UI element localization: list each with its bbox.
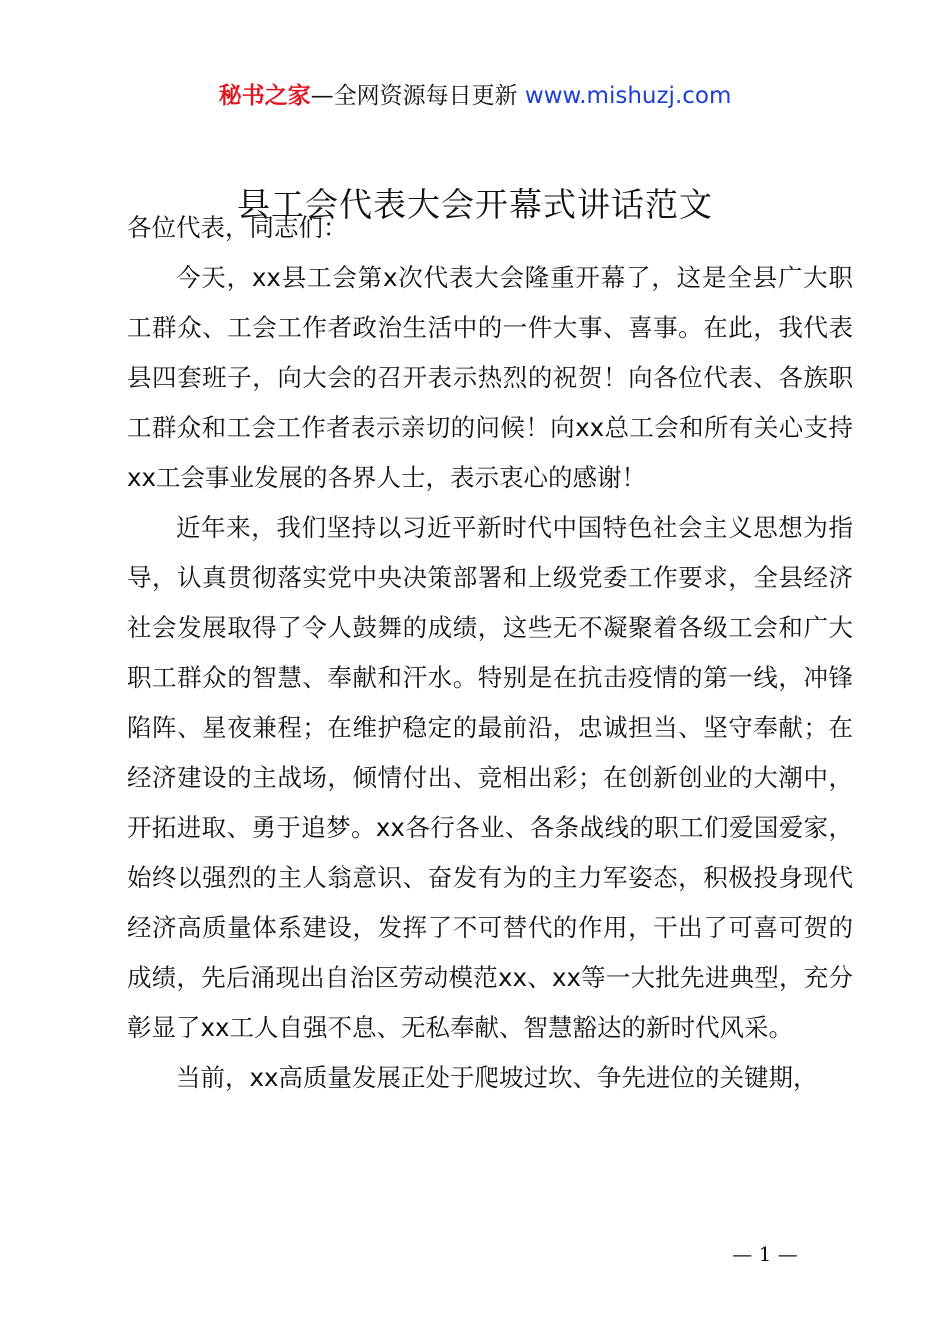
document-title: 县工会代表大会开幕式讲话范文 [237,185,713,224]
page-number: — 1 — [732,1242,798,1266]
greeting: 各位代表，同志们： [127,213,348,242]
paragraph-2: 近年来，我们坚持以习近平新时代中国特色社会主义思想为指导，认真贯彻落实党中央决策部署和上级党委工作要求，全县经济社会发展取得了令人鼓舞的成绩，这些无不凝聚着各级工会和广大职工群众的智慧、奉献和汗水。特别是在抗击疫情的第一线，冲锋陷阵、星夜兼程；在维护稳定的最前沿，忠诚担当、坚守奉献；在经济建设的主战场，倾情付出、竞相出彩；在创新创业的大潮中，开拓进取、勇于追梦。xx各行各业、各条战线的职工们爱国爱家，始终以强烈的主人翁意识、奋发有为的主力军姿态，积极投身现代经济高质量体系建设，发挥了不可替代的作用，干出了可喜可贺的成绩，先后涌现出自治区劳动模范xx、xx等一大批先进典型，充分彰显了xx工人自强不息、无私奉献、智慧豁达的新时代风采。 [127,513,853,1042]
document-body [127,203,853,1103]
paragraph-1: 今天，xx县工会第x次代表大会隆重开幕了，这是全县广大职工群众、工会工作者政治生活中的一件大事、喜事。在此，我代表县四套班子，向大会的召开表示热烈的祝贺！向各位代表、各族职工群众和工会工作者表示亲切的问候！向xx总工会和所有关心支持xx工会事业发展的各界人士，表示衷心的感谢！ [127,263,853,492]
site-tagline: —全网资源每日更新 [310,83,518,109]
site-header [0,80,950,112]
paragraph-3: 当前，xx高质量发展正处于爬坡过坎、争先进位的关键期， [176,1063,818,1092]
site-url-link[interactable]: www.mishuzj.com [524,83,732,109]
site-brand: 秘书之家 [218,83,311,109]
